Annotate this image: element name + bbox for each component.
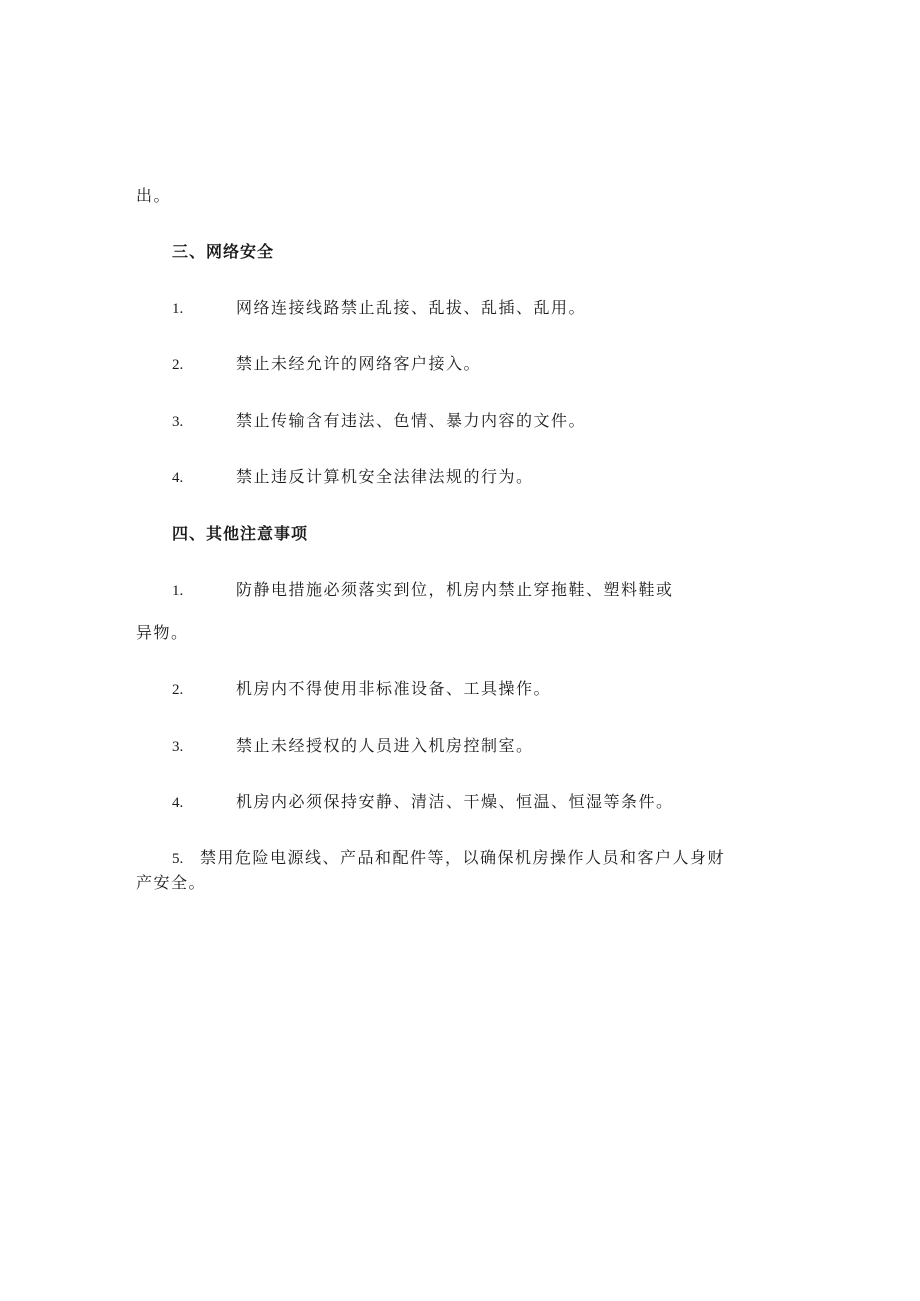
section-3-item-3-text: 禁止传输含有违法、色情、暴力内容的文件。 xyxy=(236,411,587,430)
section-4-item-4-text: 机房内必须保持安静、清洁、干燥、恒温、恒湿等条件。 xyxy=(236,792,674,811)
section-3-item-3-number: 3. xyxy=(172,414,184,430)
section-3-item-4-number: 4. xyxy=(172,470,184,486)
section-4-item-5-number: 5. xyxy=(172,851,184,867)
section-4-item-1-text: 防静电措施必须落实到位，机房内禁止穿拖鞋、塑料鞋或 xyxy=(236,580,674,599)
section-4-item-4-number: 4. xyxy=(172,795,184,811)
section-3-item-1-text: 网络连接线路禁止乱接、乱拔、乱插、乱用。 xyxy=(236,298,587,317)
section-3-item-1-number: 1. xyxy=(172,301,184,317)
section-4-item-3-text: 禁止未经授权的人员进入机房控制室。 xyxy=(236,736,534,755)
section-4-item-5-text: 禁用危险电源线、产品和配件等，以确保机房操作人员和客户人身财 xyxy=(200,848,726,867)
section-3-heading: 三、网络安全 xyxy=(172,242,275,261)
continuation-text: 出。 xyxy=(136,186,172,205)
section-4-item-1-continuation: 异物。 xyxy=(136,623,189,642)
section-4-item-2-text: 机房内不得使用非标准设备、工具操作。 xyxy=(236,679,552,698)
section-4-item-5-continuation: 产安全。 xyxy=(136,873,207,892)
section-3-item-2-number: 2. xyxy=(172,357,184,373)
section-4-item-1-number: 1. xyxy=(172,583,184,599)
section-4-item-2-number: 2. xyxy=(172,682,184,698)
section-3-item-4-text: 禁止违反计算机安全法律法规的行为。 xyxy=(236,467,534,486)
section-4-heading: 四、其他注意事项 xyxy=(172,524,309,543)
section-3-item-2-text: 禁止未经允许的网络客户接入。 xyxy=(236,354,482,373)
section-4-item-3-number: 3. xyxy=(172,739,184,755)
